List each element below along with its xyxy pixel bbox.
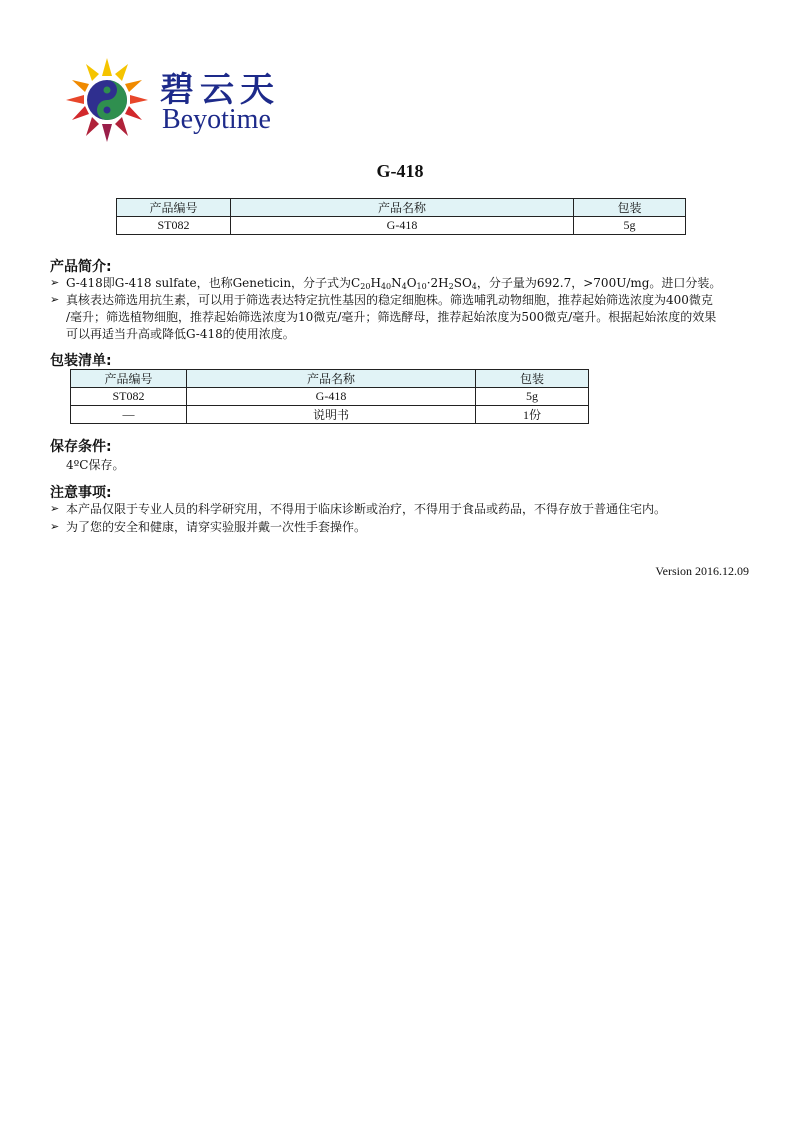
bullet-icon: ➢ [50,293,60,306]
note-item: 为了您的安全和健康，请穿实验服并戴一次性手套操作。 [66,520,367,534]
logo-chinese-text: 碧云天 [160,70,280,110]
table-header-row [117,199,686,217]
table-header-cell: 产品名称 [231,199,574,217]
table-cell: G-418 [231,217,574,235]
page-title: G-418 [376,161,424,181]
intro-bullet-2: 真核表达筛选用抗生素，可以用于筛选表达特定抗性基因的稳定细胞株。筛选哺乳动物细胞，推荐起始筛选浓度为400微克 /毫升；筛选植物细胞，推荐起始筛选浓度为10微克/毫升；筛选酵母，推荐起始浓度为500微克/毫升。根据起始浓度的效果 可以再适当升高或降低G-418的使用浓度。 [66,293,717,341]
storage-text: 4ºC保存。 [66,458,125,472]
table-cell: 5g [476,388,589,406]
logo-english-text: Beyotime [162,104,271,135]
table-header-cell: 包装 [574,199,686,217]
company-logo [62,54,292,144]
table-header-cell: 产品编号 [71,370,187,388]
table-row [71,406,589,424]
bullet-icon: ➢ [50,520,60,533]
table-cell: 5g [574,217,686,235]
table-cell: 1份 [476,406,589,424]
table-row [71,388,589,406]
version-label: Version 2016.12.09 [655,564,749,578]
table-cell: 说明书 [187,406,476,424]
table-header-cell: 包装 [476,370,589,388]
packing-table [70,369,589,424]
note-item: 本产品仅限于专业人员的科学研究用，不得用于临床诊断或治疗，不得用于食品或药品，不得存放于普通住宅内。 [66,502,667,516]
bullet-icon: ➢ [50,276,60,289]
section-heading-intro: 产品简介: [50,259,112,275]
intro-bullet-1: G-418即G-418 sulfate，也称Geneticin，分子式为$C_{20}H_{40}N_4O_{10}\cdot 2H_2SO_4$，分子量为692.7，>700U/mg。进口分装。 [66,276,722,291]
section-heading-storage: 保存条件: [50,439,112,455]
section-heading-packing: 包装清单: [50,353,112,369]
table-header-cell: 产品名称 [187,370,476,388]
table-header-cell: 产品编号 [117,199,231,217]
table-cell: — [71,406,187,424]
table-cell: G-418 [187,388,476,406]
section-heading-notes: 注意事项: [50,485,112,501]
product-table [116,198,686,235]
table-cell: ST082 [117,217,231,235]
table-cell: ST082 [71,388,187,406]
table-header-row [71,370,589,388]
bullet-icon: ➢ [50,502,60,515]
table-row [117,217,686,235]
sun-logo-icon [62,54,152,144]
